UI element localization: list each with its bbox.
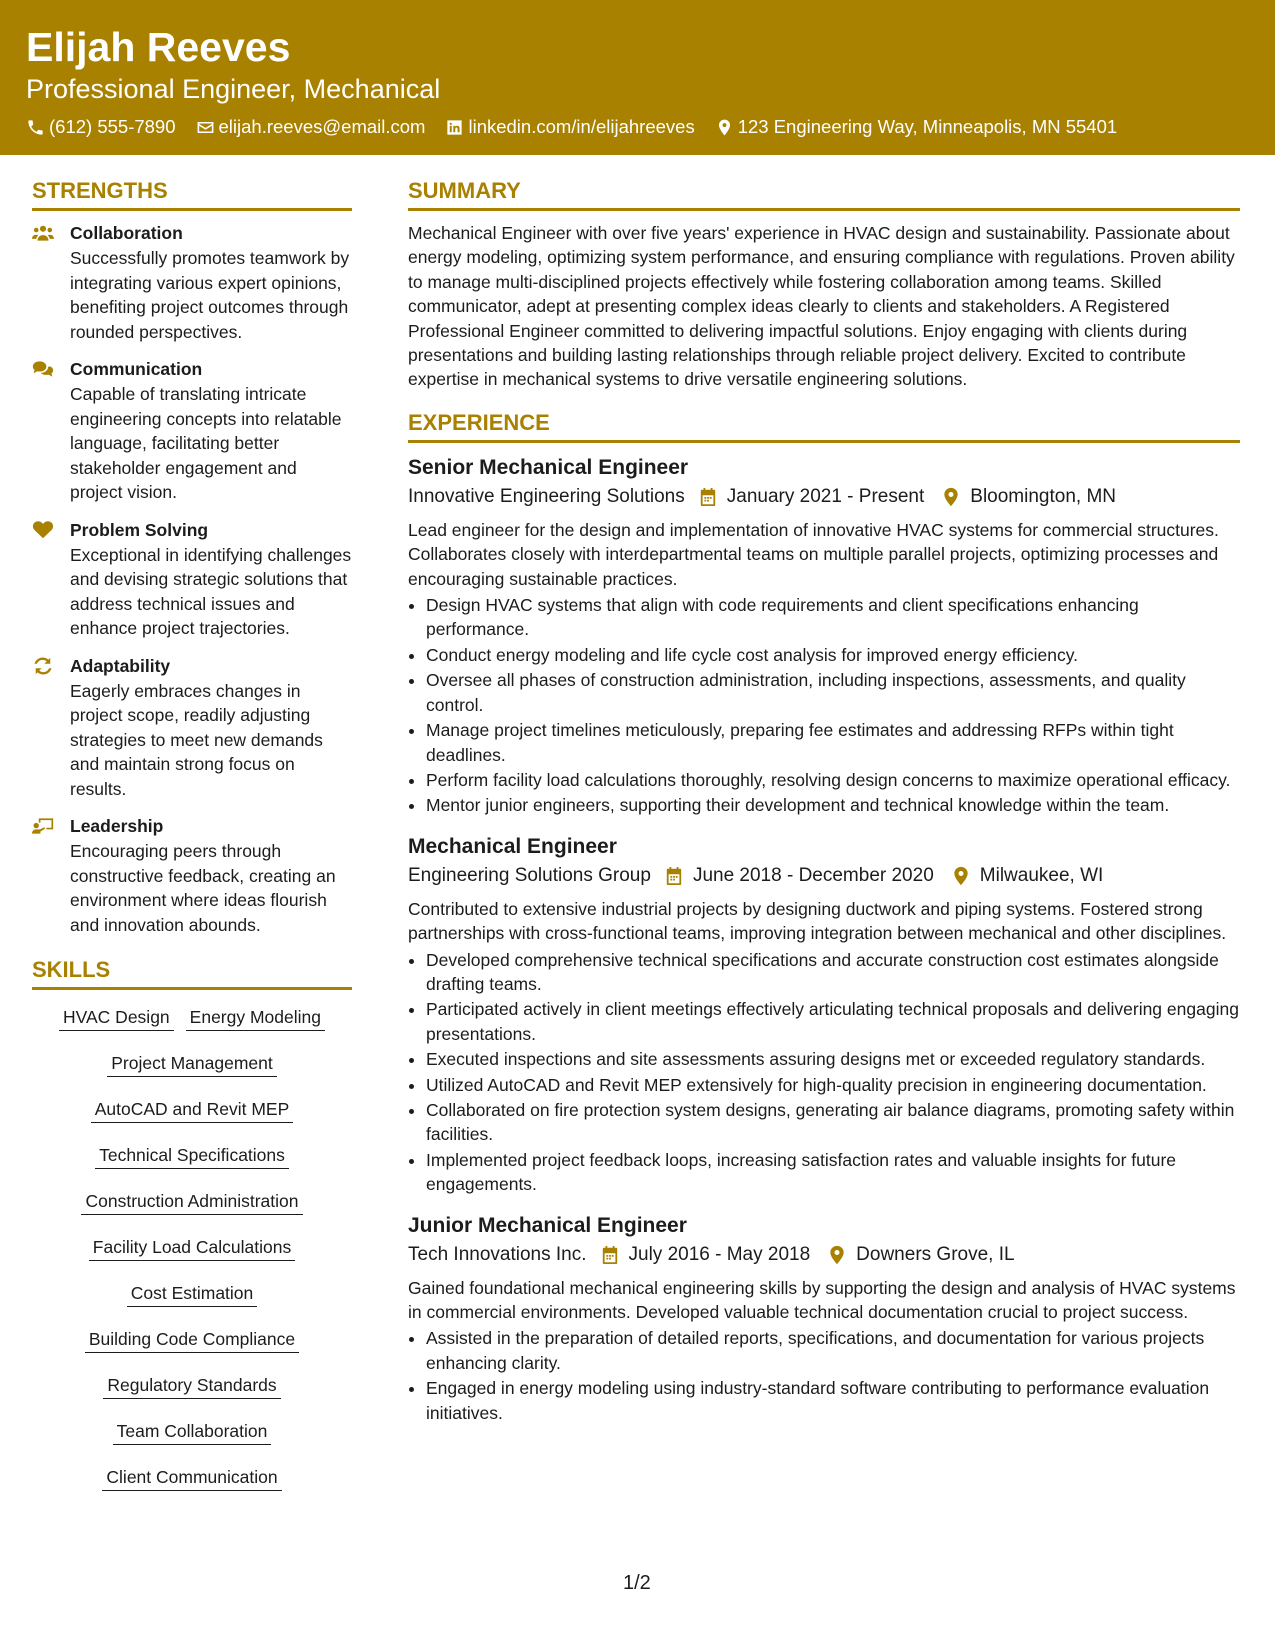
contact-email[interactable] (196, 114, 426, 140)
strength-item (32, 654, 352, 802)
job-bullet: • Assisted in the preparation of detailed reports, specifications, and documentation for various projects enhancing clarity. (426, 1326, 1240, 1375)
candidate-name: Elijah Reeves (26, 24, 291, 70)
job-meta (408, 1240, 1240, 1270)
heart-icon (32, 520, 54, 540)
job-dates: July 2016 - May 2018 (628, 1243, 811, 1265)
job-description: Contributed to extensive industrial projects by designing ductwork and piping systems. Fostered strong partnerships with cross-functional teams, improving integration between mechanical and other disciplines. (408, 898, 1227, 944)
strength-name: Communication (70, 359, 203, 379)
contact-phone (26, 114, 176, 140)
strength-desc: Capable of translating intricate engineering concepts into relatable language, facilitating better stakeholder engagement and project vision. (70, 384, 342, 502)
strengths-heading: STRENGTHS (32, 176, 352, 211)
job-bullet: • Conduct energy modeling and life cycle cost analysis for improved energy efficiency. (426, 643, 1240, 667)
skill-tag: Team Collaboration (113, 1418, 272, 1445)
skill-tag: Facility Load Calculations (89, 1234, 295, 1261)
strength-name: Leadership (70, 816, 164, 836)
job-bullet: • Mentor junior engineers, supporting their development and technical knowledge within the team. (426, 793, 1240, 817)
address-text: 123 Engineering Way, Minneapolis, MN 55401 (737, 116, 1118, 137)
job-company: Engineering Solutions Group (408, 864, 651, 886)
job-bullet: • Collaborated on fire protection system designs, generating air balance diagrams, promoting safety within facilities. (426, 1098, 1240, 1147)
comments-icon (32, 359, 54, 379)
job-company: Tech Innovations Inc. (408, 1243, 587, 1265)
job-bullets (408, 593, 1240, 818)
strength-item (32, 518, 352, 641)
page-number: 1/2 (623, 1572, 651, 1594)
summary-text: Mechanical Engineer with over five years' experience in HVAC design and sustainability. Passionate about energy modeling, optimizing system performance, and ensuring compliance with regulations. Proven ability to manage multi-disciplined projects effectively while fostering collaboration among teams. Skilled communicator, adept at presenting complex ideas clearly to clients and stakeholders. A Registered Professional Engineer committed to delivering impactful solutions. Enjoy engaging with clients during presentations and building lasting relationships through reliable project delivery. Excited to contribute expertise in mechanical systems to drive versatile engineering solutions. (408, 223, 1235, 390)
job-bullet: • Perform facility load calculations thoroughly, resolving design concerns to maximize operational efficacy. (426, 768, 1240, 792)
strength-desc: Eagerly embraces changes in project scope, readily adjusting strategies to meet new demands and maintain strong focus on results. (70, 680, 323, 799)
map-pin-icon (942, 487, 960, 507)
job-entry (408, 453, 1240, 818)
contact-linkedin[interactable] (445, 114, 694, 140)
skills-section (32, 955, 352, 1510)
job-bullet: • Engaged in energy modeling using industry-standard software contributing to performance evaluation initiatives. (426, 1376, 1240, 1425)
strength-desc: Encouraging peers through constructive feedback, creating an environment where ideas flourish and innovation abounds. (70, 841, 336, 935)
skill-tag: Regulatory Standards (103, 1372, 280, 1399)
job-dates: January 2021 - Present (726, 485, 925, 507)
skill-tag: Energy Modeling (186, 1004, 325, 1031)
calendar-icon (601, 1245, 619, 1265)
skill-tag: Building Code Compliance (85, 1326, 299, 1353)
job-description: Gained foundational mechanical engineering skills by supporting the design and analysis of HVAC systems in commercial environments. Developed valuable technical documentation crucial to project success. (408, 1277, 1236, 1322)
refresh-icon (32, 656, 54, 676)
strength-name: Problem Solving (70, 519, 209, 540)
strength-item (32, 814, 352, 937)
skill-tag: Cost Estimation (127, 1280, 258, 1307)
job-location: Downers Grove, IL (856, 1243, 1015, 1265)
linkedin-link[interactable]: linkedin.com/in/elijahreeves (468, 116, 695, 137)
skill-tag: Project Management (107, 1050, 276, 1077)
strength-desc: Successfully promotes teamwork by integrating various expert opinions, benefiting project outcomes through rounded perspectives. (70, 248, 350, 342)
map-pin-icon (828, 1245, 846, 1265)
job-title: Mechanical Engineer (408, 834, 617, 858)
strength-item (32, 221, 352, 344)
strength-desc: Exceptional in identifying challenges and devising strategic solutions that address technical issues and enhance project trajectories. (70, 544, 352, 638)
job-bullet: • Manage project timelines meticulously, preparing fee estimates and addressing RFPs within tight deadlines. (426, 718, 1240, 767)
skills-list (32, 1000, 352, 1510)
job-bullet: • Participated actively in client meetings effectively articulating technical proposals and delivering engaging presentations. (426, 997, 1240, 1046)
contact-address (715, 114, 1117, 140)
strength-item (32, 357, 352, 505)
contact-bar (26, 114, 1137, 140)
job-description: Lead engineer for the design and implementation of innovative HVAC systems for commercial structures. Collaborates closely with interdepartmental teams on multiple parallel projects, optimizing processes and encouraging sustainable practices. (408, 519, 1219, 589)
job-bullet: • Executed inspections and site assessments assuring designs met or exceeded regulatory standards. (426, 1047, 1240, 1071)
job-bullets (408, 948, 1240, 1197)
left-column (32, 176, 352, 1510)
map-pin-icon (952, 866, 970, 886)
job-bullet: • Utilized AutoCAD and Revit MEP extensively for high-quality precision in engineering documentation. (426, 1073, 1240, 1097)
skill-tag: HVAC Design (59, 1004, 174, 1031)
users-icon (32, 223, 54, 243)
job-entry (408, 832, 1240, 1197)
job-location: Bloomington, MN (970, 485, 1116, 507)
envelope-icon (196, 118, 215, 137)
strength-name: Adaptability (70, 655, 171, 676)
job-company: Innovative Engineering Solutions (408, 485, 685, 507)
phone-icon (26, 118, 45, 137)
skill-tag: Client Communication (102, 1464, 281, 1491)
skills-heading: SKILLS (32, 955, 352, 990)
candidate-title: Professional Engineer, Mechanical (26, 74, 441, 104)
job-title: Senior Mechanical Engineer (408, 455, 689, 479)
strength-name: Collaboration (70, 223, 183, 243)
calendar-icon (665, 866, 683, 886)
phone-text: (612) 555-7890 (49, 116, 176, 137)
skill-tag: AutoCAD and Revit MEP (91, 1096, 294, 1123)
job-bullet: • Design HVAC systems that align with code requirements and client specifications enhancing performance. (426, 593, 1240, 642)
map-pin-icon (715, 118, 734, 137)
skill-tag: Technical Specifications (95, 1142, 289, 1169)
job-bullet: • Developed comprehensive technical specifications and accurate construction cost estimates alongside drafting teams. (426, 948, 1240, 997)
job-bullets (408, 1326, 1240, 1425)
job-bullet: • Implemented project feedback loops, increasing satisfaction rates and valuable insights for future engagements. (426, 1148, 1240, 1197)
right-column (408, 176, 1240, 1439)
linkedin-icon (445, 118, 464, 137)
calendar-icon (699, 487, 717, 507)
job-meta (408, 482, 1240, 512)
job-meta (408, 861, 1240, 891)
job-bullet: • Oversee all phases of construction administration, including inspections, assessments, and quality control. (426, 668, 1240, 717)
skill-tag: Construction Administration (81, 1188, 302, 1215)
chalkboard-teacher-icon (32, 816, 54, 836)
job-entry (408, 1211, 1240, 1425)
experience-heading: EXPERIENCE (408, 408, 1240, 443)
summary-heading: SUMMARY (408, 176, 1240, 211)
email-link[interactable]: elijah.reeves@email.com (218, 116, 426, 137)
resume-header (0, 0, 1275, 155)
job-title: Junior Mechanical Engineer (408, 1213, 687, 1237)
job-dates: June 2018 - December 2020 (692, 864, 934, 886)
job-location: Milwaukee, WI (979, 864, 1104, 886)
